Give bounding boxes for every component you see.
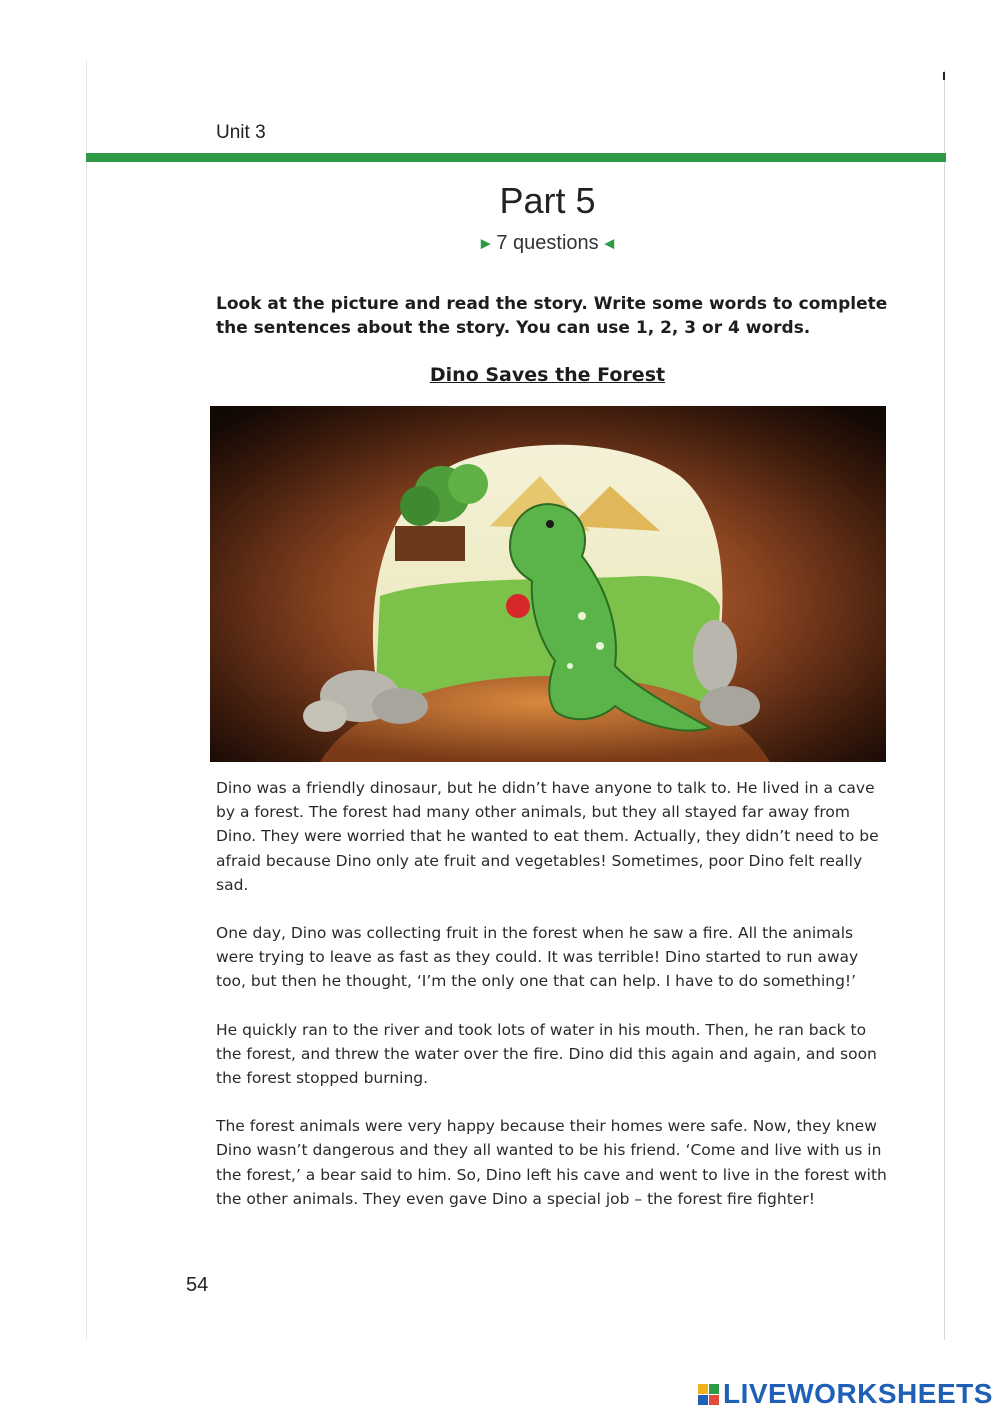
watermark-text: LIVEWORKSHEETS bbox=[723, 1378, 993, 1409]
rock bbox=[693, 620, 737, 692]
tree-trunks bbox=[395, 526, 465, 561]
story-title: Dino Saves the Forest bbox=[429, 364, 666, 386]
page-number: 54 bbox=[186, 1274, 209, 1296]
story-paragraph: Dino was a friendly dinosaur, but he didn’t have anyone to talk to. He lived in a cave by a forest. The forest had many other animals, but they all stayed far away from Dino. They were worried that he wanted to eat them. Actually, they didn’t need to be afraid because Dino only ate fruit and vegetables! Sometimes, poor Dino felt really sad. bbox=[216, 779, 879, 894]
part-title: Part 5 bbox=[499, 180, 596, 221]
page-edge-right bbox=[944, 70, 945, 1340]
liveworksheets-watermark bbox=[698, 1378, 993, 1410]
right-arrow-icon: ▶ bbox=[480, 235, 491, 251]
tree bbox=[400, 486, 440, 526]
left-arrow-icon: ◀ bbox=[604, 235, 615, 251]
story-paragraph: The forest animals were very happy because their homes were safe. Now, they knew Dino wasn’t dangerous and they all wanted to be his friend. ‘Come and live with us in the forest,’ a bear said to him. So, Dino left his cave and went to live in the forest with the other animals. They even gave Dino a special job – the forest fire fighter! bbox=[216, 1117, 887, 1208]
corner-mark bbox=[943, 72, 945, 80]
question-count-label: 7 questions bbox=[496, 232, 599, 254]
rock bbox=[303, 700, 347, 732]
story-text bbox=[216, 776, 888, 1235]
unit-label: Unit 3 bbox=[216, 122, 266, 143]
question-count bbox=[0, 232, 1000, 255]
dinosaur-eye bbox=[546, 520, 554, 528]
rock bbox=[700, 686, 760, 726]
apple bbox=[506, 594, 530, 618]
story-illustration bbox=[210, 406, 886, 762]
dinosaur-spot bbox=[596, 642, 604, 650]
dinosaur-spot bbox=[578, 612, 586, 620]
story-paragraph: One day, Dino was collecting fruit in the forest when he saw a fire. All the animals were trying to leave as fast as they could. It was terrible! Dino started to run away too, but then he thought, ‘I’m the only one that can help. I have to do something!’ bbox=[216, 924, 859, 991]
header-rule bbox=[86, 153, 946, 162]
dinosaur-spot bbox=[567, 663, 573, 669]
tree bbox=[448, 464, 488, 504]
rock bbox=[372, 688, 428, 724]
story-paragraph: He quickly ran to the river and took lots of water in his mouth. Then, he ran back to the forest, and threw the water over the fire. Dino did this again and again, and soon the forest stopped burning. bbox=[216, 1020, 877, 1088]
instructions: Look at the picture and read the story. Write some words to complete the sentences about the story. You can use 1, 2, 3 or 4 words. bbox=[216, 294, 888, 338]
liveworksheets-logo-icon bbox=[698, 1384, 719, 1405]
